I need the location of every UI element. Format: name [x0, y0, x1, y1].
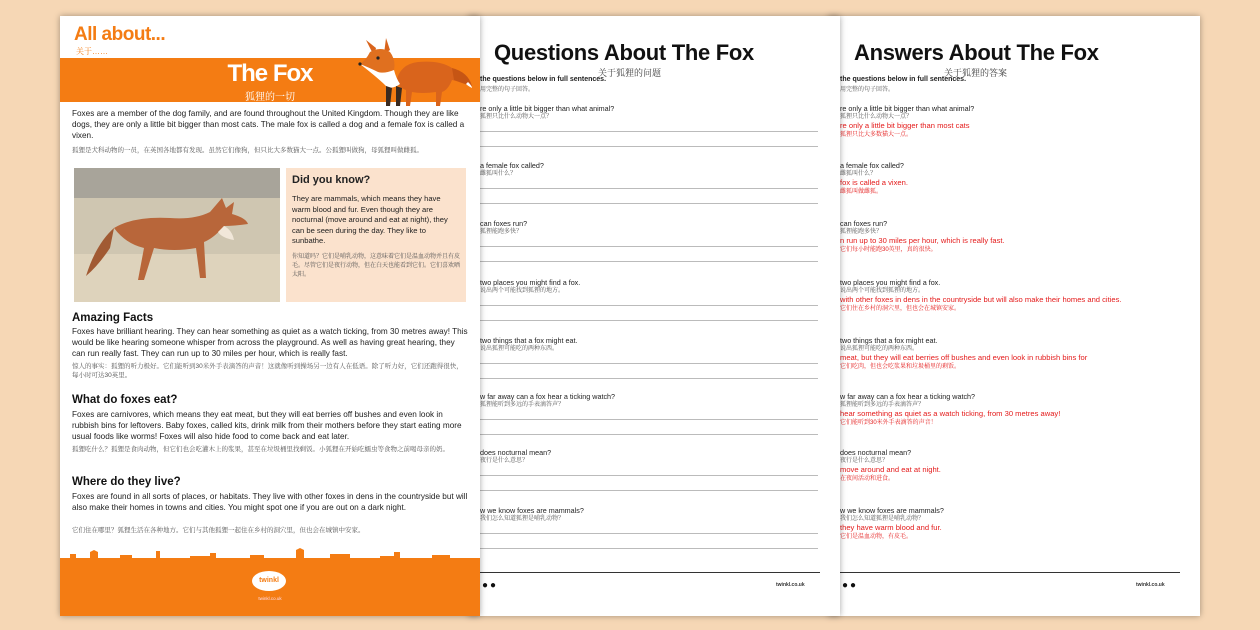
- answer-line[interactable]: [480, 533, 818, 534]
- intro-text: Foxes are a member of the dog family, and are found throughout the United Kingdom. Though they are like dogs, they are only a little bit bigger than most cats. The male fox is called a dog and a female fox is called a vixen.: [72, 109, 465, 140]
- brand-footer: twinkl.co.uk: [776, 582, 805, 588]
- question-item: does nocturnal mean? 夜行是什么意思？: [480, 448, 820, 491]
- fox-illustration-icon: [356, 34, 474, 110]
- all-about-label: All about...: [74, 24, 166, 45]
- footer-line: [840, 572, 1180, 573]
- question-item: w we know foxes are mammals? 我们怎么知道狐狸是哺乳动物？: [480, 506, 820, 549]
- answer-line[interactable]: [480, 203, 818, 204]
- answer-item: does nocturnal mean? 夜行是什么意思？ move around and eat at night. 在夜间活动和进食。: [840, 448, 941, 482]
- answer-line[interactable]: [480, 305, 818, 306]
- did-you-know-box: [286, 168, 466, 302]
- answer-line[interactable]: [480, 363, 818, 364]
- intro-text-zh: 狐狸是犬科动物的一员，在英国各地都有发现。虽然它们像狗，但只比大多数猫大一点。公狐狸叫做狗，母狐狸叫做雌狐。: [72, 147, 423, 154]
- answer-item: re only a little bit bigger than what animal? 狐狸只比什么动物大一点？ re only a little bit bigger than most cats 狐狸只比大多数猫大一点。: [840, 104, 975, 138]
- answer-line[interactable]: [480, 490, 818, 491]
- fact-sheet: [60, 16, 480, 616]
- question-item: a female fox called? 雌狐叫什么？: [480, 161, 820, 204]
- did-you-know-text-zh: 你知道吗？它们是哺乳动物，这意味着它们是温血动物并且有皮毛。尽管它们是夜行动物，但在白天也能看到它们。它们喜欢晒太阳。: [292, 253, 461, 278]
- footer-line: [480, 572, 820, 573]
- questions-title: Questions About The Fox: [494, 40, 754, 65]
- question-item: re only a little bit bigger than what animal? 狐狸只比什么动物大一点？: [480, 104, 820, 147]
- answer-line[interactable]: [480, 475, 818, 476]
- questions-title-zh: 关于狐狸的问题: [598, 68, 662, 78]
- answer-line[interactable]: [480, 378, 818, 379]
- answer-line[interactable]: [480, 188, 818, 189]
- fox-photo-icon: [74, 168, 280, 302]
- questions-instruction-zh: 用完整的句子回答。: [480, 87, 535, 93]
- what-eat-text-zh: 狐狸吃什么？狐狸是食肉动物，但它们也会吃灌木上的浆果，甚至在垃圾桶里找剩饭。小狐狸在开始吃蠕虫等食物之前喝母亲的奶。: [72, 446, 449, 453]
- brand-footer: twinkl.co.uk: [1136, 582, 1165, 588]
- questions-instruction: the questions below in full sentences.: [480, 76, 607, 83]
- answer-line[interactable]: [480, 320, 818, 321]
- where-live-heading: Where do they live?: [72, 476, 181, 488]
- page-dots-icon: ●●: [842, 580, 859, 591]
- what-eat-text: Foxes are carnivores, which means they eat meat, but they will eat berries off bushes and even look in rubbish bins for leftovers. Baby foxes, called kits, drink milk from their mothers before they start eating more usual foods like worms! Foxes will also hide food to come back and eat later.: [72, 410, 462, 441]
- all-about-label-zh: 关于……: [76, 47, 108, 56]
- answers-instruction: the questions below in full sentences.: [840, 76, 967, 83]
- did-you-know-text: They are mammals, which means they have warm blood and fur. Even though they are nocturnal (move around and eat at night), they can be seen during the day. They like to sunbathe.: [292, 194, 448, 245]
- answer-line[interactable]: [480, 548, 818, 549]
- question-item: can foxes run? 狐狸能跑多快？: [480, 219, 820, 262]
- amazing-facts-heading: Amazing Facts: [72, 312, 154, 324]
- answer-line[interactable]: [480, 261, 818, 262]
- page-title: The Fox: [227, 60, 313, 87]
- answer-item: two things that a fox might eat. 说出狐狸可能吃的两种东西。 meat, but they will eat berries off bushes and even look in rubbish bins for 它们吃肉，但也会吃浆果和垃圾桶里的剩饭。: [840, 336, 1088, 370]
- question-item: two places you might find a fox. 说出两个可能找到狐狸的地方。: [480, 278, 820, 321]
- question-item: w far away can a fox hear a ticking watch? 狐狸能听到多远的手表滴答声？: [480, 392, 820, 435]
- answer-line[interactable]: [480, 246, 818, 247]
- answer-line[interactable]: [480, 419, 818, 420]
- where-live-text: Foxes are found in all sorts of places, or habitats. They live with other foxes in dens in the countryside but will also make their homes in towns and cities. You might spot one if you are out on a dark night.: [72, 492, 468, 512]
- question-item: two things that a fox might eat. 说出狐狸可能吃的两种东西。: [480, 336, 820, 379]
- page-title-zh: 狐狸的一切: [245, 92, 295, 103]
- answers-instruction-zh: 用完整的句子回答。: [840, 87, 895, 93]
- amazing-facts-text: Foxes have brilliant hearing. They can hear something as quiet as a watch ticking, from 30 metres away! This would be like hearing someone whisper from across the playground. As well as having great hearing, they can run really fast. They can run up to 30 miles per hour, which is really fast.: [72, 327, 468, 358]
- twinkl-logo: twinkl: [252, 571, 286, 591]
- answer-item: a female fox called? 雌狐叫什么？ fox is called a vixen. 雌狐叫做雌狐。: [840, 161, 908, 195]
- answer-item: w we know foxes are mammals? 我们怎么知道狐狸是哺乳动物？ they have warm blood and fur. 它们是温血动物，有皮毛。: [840, 506, 944, 540]
- footer-small-text: twinkl.co.uk: [258, 596, 282, 601]
- answers-title: Answers About The Fox: [854, 40, 1099, 65]
- answer-item: can foxes run? 狐狸能跑多快？ n run up to 30 miles per hour, which is really fast. 它们每小时能跑30英里，真的很快。: [840, 219, 1005, 253]
- answer-item: w far away can a fox hear a ticking watch? 狐狸能听到多远的手表滴答声？ hear something as quiet as a watch ticking, from 30 metres away! 它们能听到30米外手表滴答的声音！: [840, 392, 1061, 426]
- answer-item: two places you might find a fox. 说出两个可能找到狐狸的地方。 with other foxes in dens in the countryside but will also make their homes and cities. 它们住在乡村的洞穴里，但也会在城镇安家。: [840, 278, 1122, 312]
- questions-sheet: [468, 16, 840, 616]
- answers-sheet: [828, 16, 1200, 616]
- what-eat-heading: What do foxes eat?: [72, 394, 178, 406]
- where-live-text-zh: 它们住在哪里？狐狸生活在各种地方。它们与其他狐狸一起住在乡村的洞穴里，但也会在城镇中安家。: [72, 527, 365, 534]
- answers-title-zh: 关于狐狸的答案: [944, 68, 1008, 78]
- answer-line[interactable]: [480, 434, 818, 435]
- page-dots-icon: ●●: [482, 580, 499, 591]
- answer-line[interactable]: [480, 146, 818, 147]
- did-you-know-heading: Did you know?: [292, 174, 371, 186]
- answer-line[interactable]: [480, 131, 818, 132]
- amazing-facts-text-zh: 惊人的事实：狐狸的听力极好。它们能听到30米外手表滴答的声音！这就像听到操场另一边有人在低语。除了听力好，它们还跑得很快，每小时可达30英里。: [72, 363, 463, 379]
